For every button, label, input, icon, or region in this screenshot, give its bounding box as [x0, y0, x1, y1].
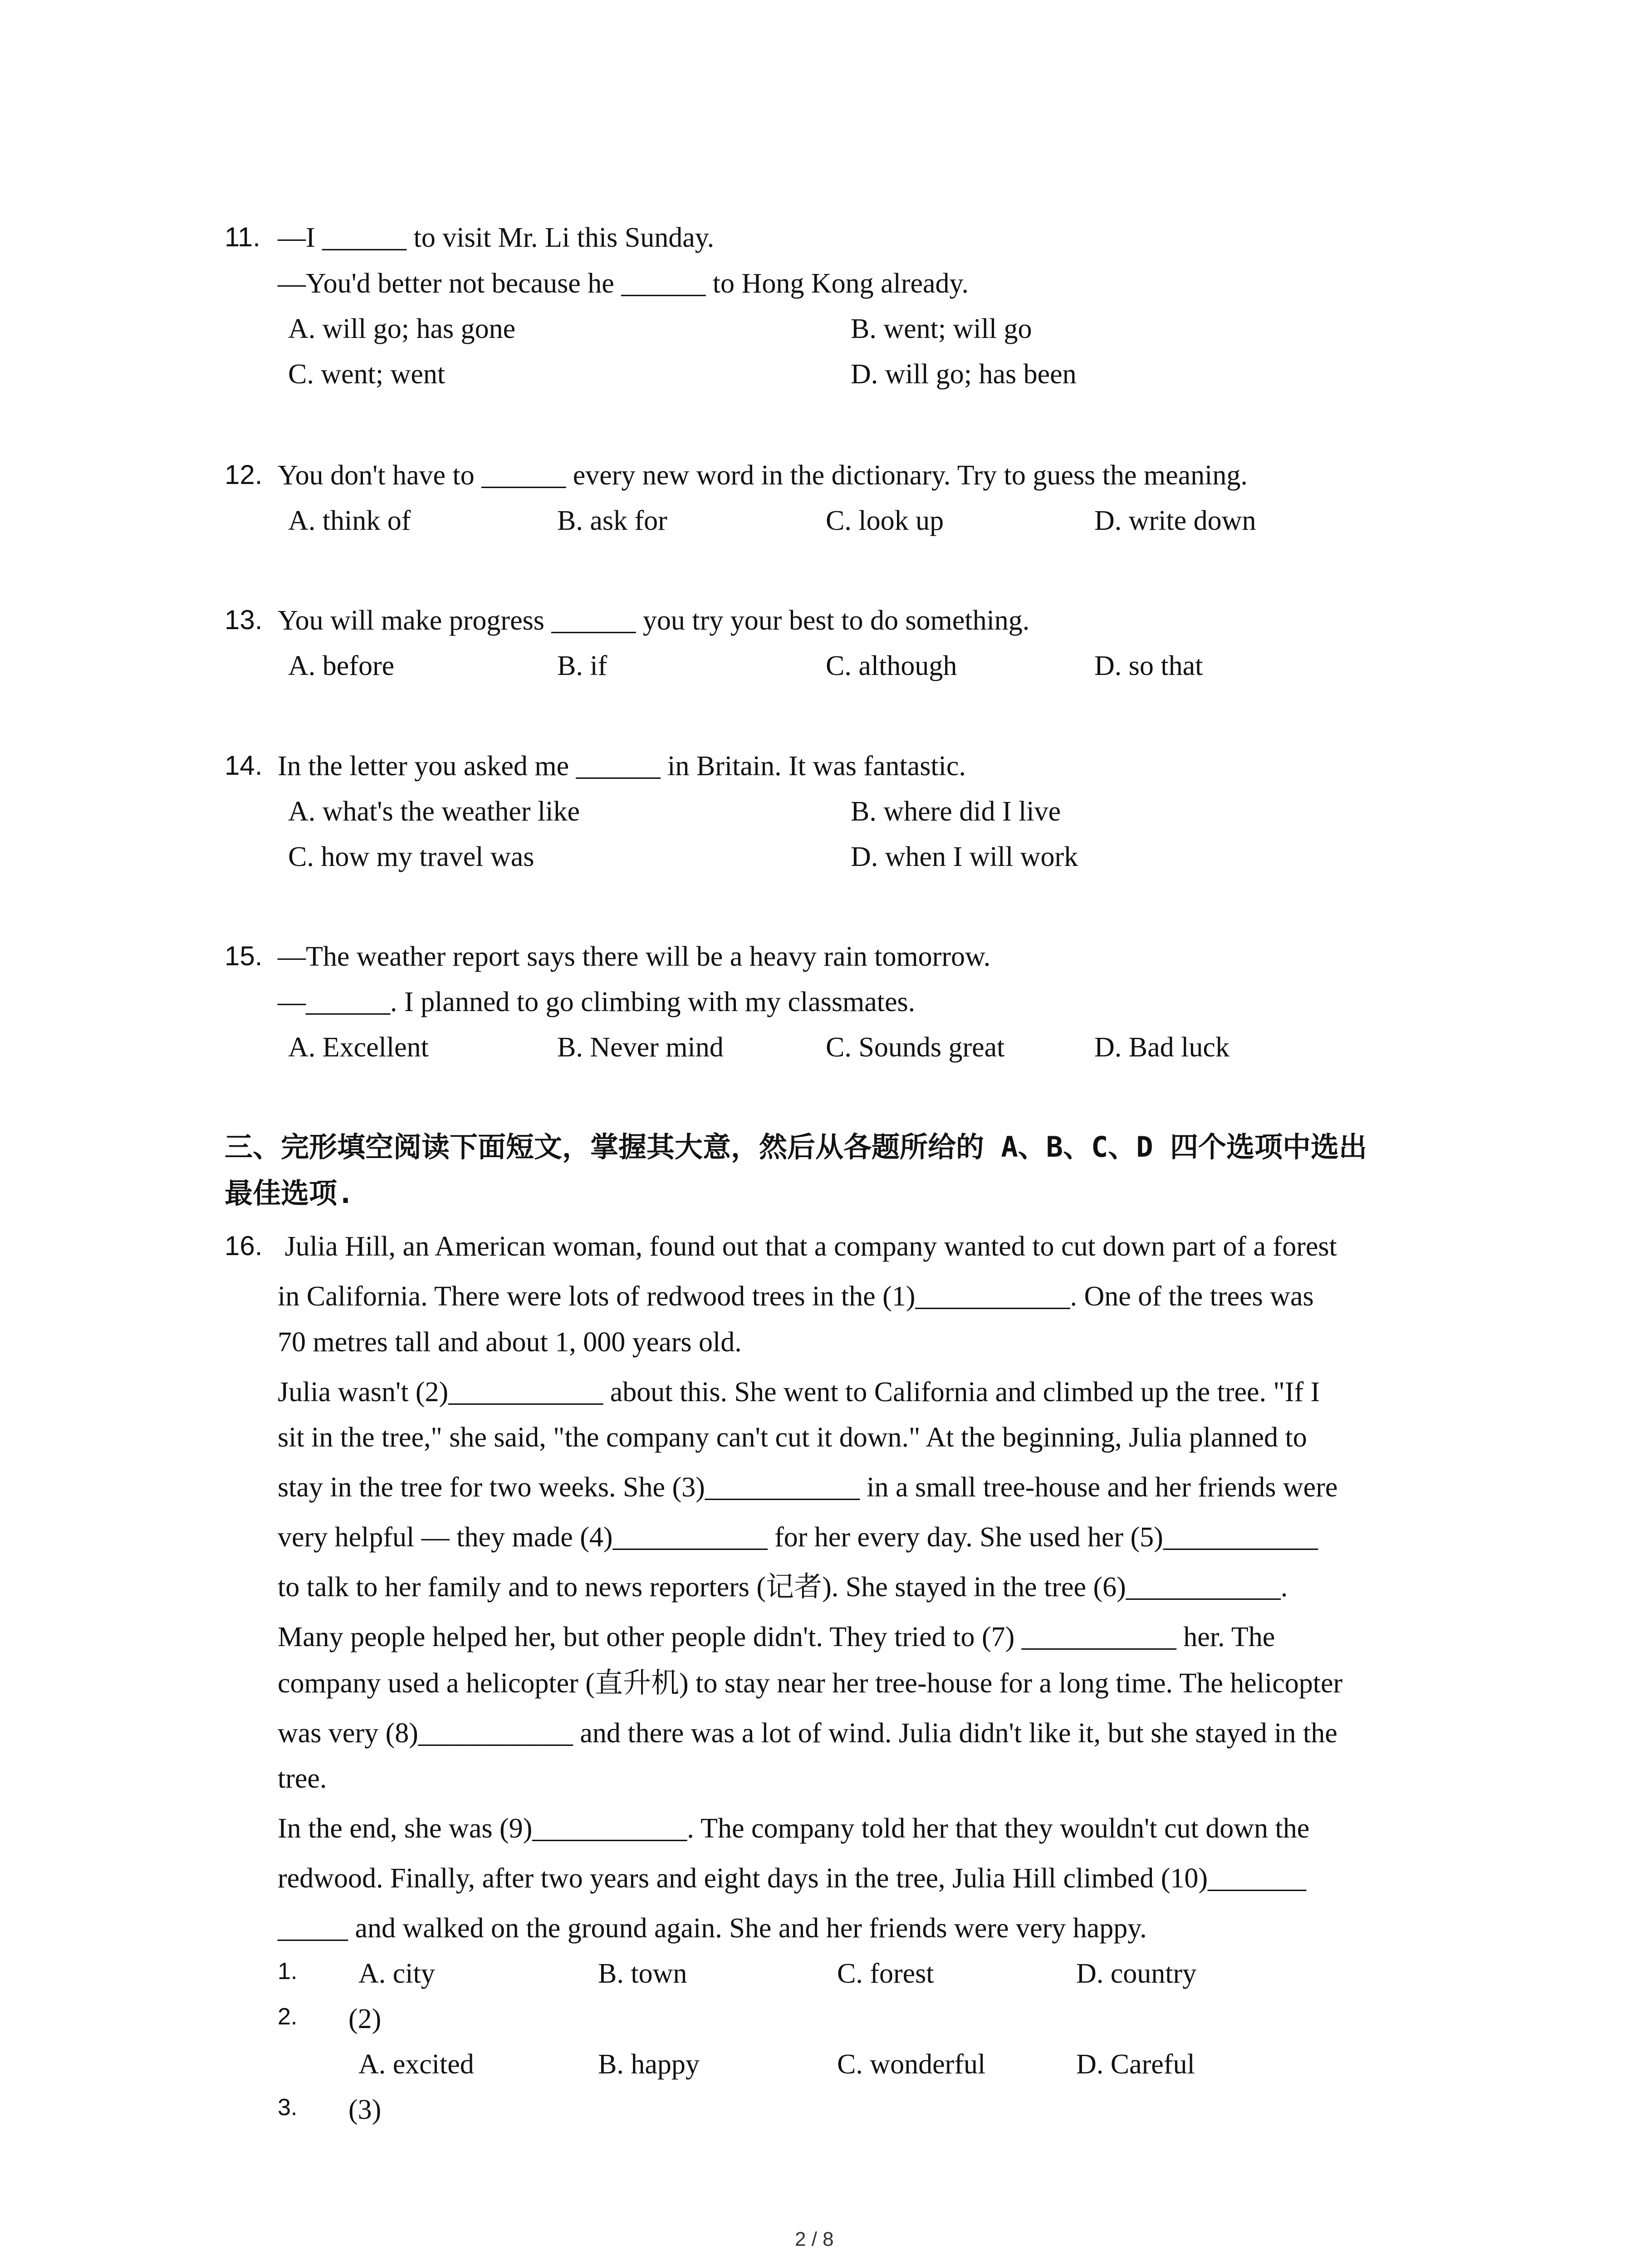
- option-a: A. think of: [288, 505, 411, 536]
- question-text: —The weather report says there will be a heavy rain tomorrow.: [278, 941, 991, 972]
- passage-line: sit in the tree," she said, "the company can't cut it down." At the beginning, Julia planned to: [278, 1422, 1307, 1453]
- option-d: D. Careful: [1076, 2049, 1195, 2080]
- option-b: B. town: [598, 1958, 687, 1989]
- option-a: A. what's the weather like: [288, 796, 580, 827]
- passage-line: _____ and walked on the ground again. She and her friends were very happy.: [278, 1913, 1147, 1944]
- section-heading: 三、完形填空阅读下面短文，掌握其大意，然后从各题所给的 A、B、C、D 四个选项中选出: [225, 1130, 1367, 1163]
- subquestion-number: 2.: [278, 2004, 298, 2030]
- question-text: —______. I planned to go climbing with my classmates.: [278, 987, 916, 1017]
- option-a: A. Excellent: [288, 1032, 429, 1063]
- passage-line: redwood. Finally, after two years and eight days in the tree, Julia Hill climbed (10)_______: [278, 1863, 1307, 1894]
- option-b: B. if: [557, 650, 607, 681]
- subquestion-label: (3): [348, 2094, 382, 2125]
- option-b: B. Never mind: [557, 1032, 724, 1063]
- option-d: D. Bad luck: [1094, 1032, 1230, 1063]
- question-number: 11.: [225, 222, 260, 252]
- passage-line: stay in the tree for two weeks. She (3)___________ in a small tree-house and her friends were: [278, 1472, 1338, 1503]
- option-b: B. where did I live: [851, 796, 1061, 827]
- option-a: A. excited: [358, 2049, 474, 2080]
- passage-line: company used a helicopter (直升机) to stay near her tree-house for a long time. The helicopter: [278, 1668, 1343, 1699]
- passage-line: Julia Hill, an American woman, found out that a company wanted to cut down part of a forest: [278, 1231, 1337, 1262]
- subquestion-number: 3.: [278, 2094, 298, 2121]
- question-number: 16.: [225, 1231, 263, 1261]
- subquestion-number: 1.: [278, 1958, 298, 1984]
- option-b: B. ask for: [557, 505, 667, 536]
- question-text: You don't have to ______ every new word in the dictionary. Try to guess the meaning.: [278, 460, 1248, 491]
- option-d: D. write down: [1094, 505, 1256, 536]
- question-text: You will make progress ______ you try your best to do something.: [278, 605, 1030, 636]
- question-number: 14.: [225, 750, 263, 781]
- question-number: 15.: [225, 941, 263, 971]
- option-a: A. city: [358, 1958, 435, 1989]
- passage-line: in California. There were lots of redwood trees in the (1)___________. One of the trees was: [278, 1281, 1314, 1312]
- option-c: C. forest: [837, 1958, 934, 1989]
- subquestion-label: (2): [348, 2004, 382, 2034]
- question-text: —I ______ to visit Mr. Li this Sunday.: [278, 222, 715, 253]
- question-text: In the letter you asked me ______ in Britain. It was fantastic.: [278, 751, 966, 782]
- option-c: C. although: [826, 650, 957, 681]
- option-d: D. so that: [1094, 650, 1203, 681]
- option-c: C. how my travel was: [288, 841, 534, 872]
- option-c: C. look up: [826, 505, 944, 536]
- passage-line: to talk to her family and to news reporters (记者). She stayed in the tree (6)___________.: [278, 1572, 1288, 1603]
- option-d: D. will go; has been: [851, 359, 1077, 390]
- question-number: 12.: [225, 459, 263, 490]
- section-heading: 最佳选项.: [225, 1177, 354, 1210]
- passage-line: was very (8)___________ and there was a lot of wind. Julia didn't like it, but she stayed in the: [278, 1718, 1337, 1749]
- option-d: D. when I will work: [851, 841, 1078, 872]
- passage-line: Julia wasn't (2)___________ about this. She went to California and climbed up the tree. "If I: [278, 1377, 1320, 1408]
- option-d: D. country: [1076, 1958, 1197, 1989]
- option-a: A. will go; has gone: [288, 313, 516, 344]
- question-number: 13.: [225, 605, 263, 635]
- passage-line: 70 metres tall and about 1, 000 years old.: [278, 1327, 742, 1358]
- option-c: C. went; went: [288, 359, 446, 390]
- passage-line: very helpful — they made (4)___________ for her every day. She used her (5)___________: [278, 1522, 1318, 1553]
- option-b: B. went; will go: [851, 313, 1032, 344]
- option-c: C. wonderful: [837, 2049, 986, 2080]
- question-text: —You'd better not because he ______ to Hong Kong already.: [278, 268, 969, 299]
- passage-line: tree.: [278, 1763, 327, 1794]
- page-number: 2 / 8: [795, 2228, 834, 2250]
- option-c: C. Sounds great: [826, 1032, 1005, 1063]
- passage-line: Many people helped her, but other people didn't. They tried to (7) ___________ her. The: [278, 1622, 1275, 1652]
- option-b: B. happy: [598, 2049, 700, 2080]
- passage-line: In the end, she was (9)___________. The company told her that they wouldn't cut down the: [278, 1813, 1310, 1844]
- option-a: A. before: [288, 650, 395, 681]
